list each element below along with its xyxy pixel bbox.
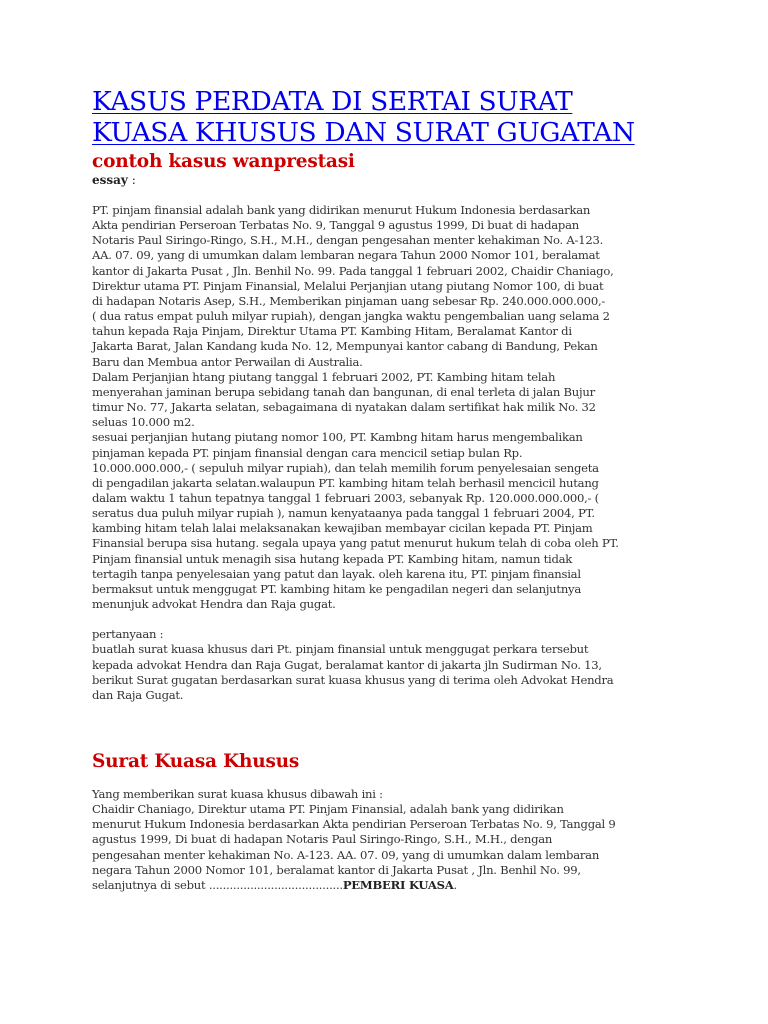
question-text-line: dan Raja Gugat. <box>92 687 184 702</box>
surat-kuasa-text-line: Yang memberikan surat kuasa khusus dibawah ini : <box>92 787 383 801</box>
case-description <box>92 203 692 612</box>
case-text-line: Pinjam finansial untuk menagih sisa hutang kepada PT. Kambing hitam, namun tidak <box>92 551 573 566</box>
document-page <box>92 86 692 893</box>
case-text-line: kambing hitam telah lalai melaksanakan kewajiban membayar cicilan kepada PT. Pinjam <box>92 521 593 536</box>
case-text-line: 10.000.000.000,- ( sepuluh milyar rupiah), dan telah memilih forum penyelesaian sengeta <box>92 460 599 475</box>
case-text-line: seluas 10.000 m2. <box>92 415 195 430</box>
question-text-line: buatlah surat kuasa khusus dari Pt. pinjam finansial untuk menggugat perkara tersebut <box>92 642 589 657</box>
case-text-line: ( dua ratus empat puluh milyar rupiah), dengan jangka waktu pengembalian uang selama 2 <box>92 309 610 324</box>
case-text-line: di hadapan Notaris Asep, S.H., Memberikan pinjaman uang sebesar Rp. 240.000.000.000,- <box>92 293 606 308</box>
section-heading-surat-kuasa-khusus: Surat Kuasa Khusus <box>92 751 300 772</box>
title-line-2[interactable]: KUASA KHUSUS DAN SURAT GUGATAN <box>92 117 635 148</box>
case-text-line: Akta pendirian Perseroan Terbatas No. 9, Tanggal 9 agustus 1999, Di buat di hadapan <box>92 218 579 233</box>
surat-kuasa-text-line: Chaidir Chaniago, Direktur utama PT. Pinjam Finansial, adalah bank yang didirikan <box>92 802 564 817</box>
surat-kuasa-body <box>92 787 692 878</box>
essay-label <box>92 173 692 188</box>
question-text-line: kepada advokat Hendra dan Raja Gugat, beralamat kantor di jakarta jln Sudirman No. 13, <box>92 657 602 672</box>
case-text-line: Finansial berupa sisa hutang. segala upaya yang patut menurut hukum telah di coba oleh PT. <box>92 536 619 551</box>
surat-kuasa-text-line: pengesahan menter kehakiman No. A-123. AA. 07. 09, yang di umumkan dalam lembaran <box>92 847 600 862</box>
essay-label-colon: : <box>127 173 136 187</box>
question-block <box>92 627 692 703</box>
case-text-line: menyerahan jaminan berupa sebidang tanah dan bangunan, di enal terleta di jalan Bujur <box>92 384 595 399</box>
surat-kuasa-last-line <box>92 878 692 893</box>
case-text-line: pinjaman kepada PT. pinjam finansial dengan cara mencicil setiap bulan Rp. <box>92 445 523 460</box>
case-text-line: Baru dan Membua antor Perwailan di Australia. <box>92 354 363 369</box>
pemberi-kuasa-prefix: selanjutnya di sebut ....................................... <box>92 877 343 892</box>
title-line-1[interactable]: KASUS PERDATA DI SERTAI SURAT <box>92 86 573 117</box>
surat-kuasa-text-line: menurut Hukum Indonesia berdasarkan Akta pendirian Perseroan Terbatas No. 9, Tanggal 9 <box>92 817 616 832</box>
surat-kuasa-text-line: negara Tahun 2000 Nomor 101, beralamat kantor di Jakarta Pusat , Jln. Benhil No. 99, <box>92 862 581 877</box>
case-text-line: PT. pinjam finansial adalah bank yang didirikan menurut Hukum Indonesia berdasarkan <box>92 203 591 217</box>
case-text-line: seratus dua puluh milyar rupiah ), namun kenyataanya pada tanggal 1 februari 2004, PT. <box>92 506 595 521</box>
case-text-line: tahun kepada Raja Pinjam, Direktur Utama PT. Kambing Hitam, Beralamat Kantor di <box>92 324 572 339</box>
case-text-line: menunjuk advokat Hendra dan Raja gugat. <box>92 597 336 612</box>
case-text-line: tertagih tanpa penyelesaian yang patut dan layak. oleh karena itu, PT. pinjam finansial <box>92 566 581 581</box>
case-text-line: bermaksut untuk menggugat PT. kambing hitam ke pengadilan negeri dan selanjutnya <box>92 581 581 596</box>
subtitle: contoh kasus wanprestasi <box>92 151 355 172</box>
case-text-line: Notaris Paul Siringo-Ringo, S.H., M.H., dengan pengesahan menter kehakiman No. A-123. <box>92 233 604 248</box>
case-text-line: di pengadilan jakarta selatan.walaupun PT. kambing hitam telah berhasil mencicil hutang <box>92 475 599 490</box>
case-text-line: AA. 07. 09, yang di umumkan dalam lembaran negara Tahun 2000 Nomor 101, beralamat <box>92 248 600 263</box>
pemberi-kuasa-label: PEMBERI KUASA <box>342 877 454 892</box>
essay-label-text: essay <box>92 173 128 187</box>
case-text-line: sesuai perjanjian hutang piutang nomor 100, PT. Kambng hitam harus mengembalikan <box>92 430 583 445</box>
pemberi-kuasa-suffix: . <box>453 877 457 892</box>
question-text-line: berikut Surat gugatan berdasarkan surat kuasa khusus yang di terima oleh Advokat Hendra <box>92 672 614 687</box>
case-text-line: dalam waktu 1 tahun tepatnya tanggal 1 februari 2003, sebanyak Rp. 120.000.000.000,- ( <box>92 490 599 505</box>
surat-kuasa-text-line: agustus 1999, Di buat di hadapan Notaris Paul Siringo-Ringo, S.H., M.H., dengan <box>92 832 553 847</box>
question-text-line: pertanyaan : <box>92 627 164 642</box>
case-text-line: kantor di Jakarta Pusat , Jln. Benhil No. 99. Pada tanggal 1 februari 2002, Chaidir Chaniago, <box>92 263 614 278</box>
case-text-line: timur No. 77, Jakarta selatan, sebagaimana di nyatakan dalam sertifikat hak milik No. 32 <box>92 400 596 415</box>
case-text-line: Dalam Perjanjian htang piutang tanggal 1 februari 2002, PT. Kambing hitam telah <box>92 369 556 384</box>
case-text-line: Jakarta Barat, Jalan Kandang kuda No. 12, Mempunyai kantor cabang di Bandung, Pekan <box>92 339 598 354</box>
document-title-link[interactable] <box>92 86 692 148</box>
case-text-line: Direktur utama PT. Pinjam Finansial, Melalui Perjanjian utang piutang Nomor 100, di buat <box>92 278 604 293</box>
